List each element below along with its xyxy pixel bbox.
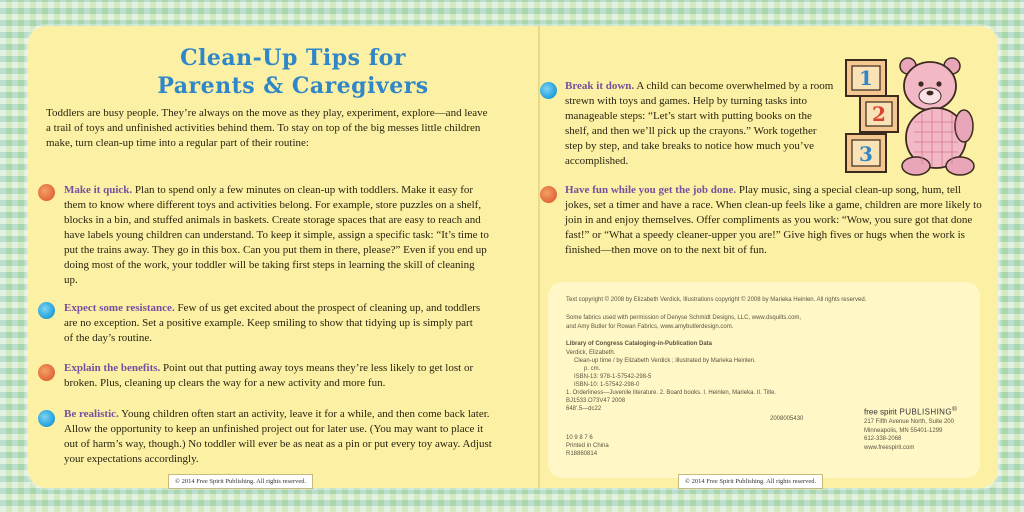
cip-lc: BJ1533.O73V47 2008 [566,398,626,404]
cip-dewey: 648'.5—dc22 [566,406,602,412]
cip-printed: Printed in China [566,443,609,449]
tip-expect-resistance [64,301,484,346]
tip-heading: Have fun while you get the job done. [565,184,737,196]
tip-body: A child can become overwhelmed by a room strewn with toys and games. Help by turning tasks into manageable steps: “Let’s start with putting books on the shelf, and then we’ll pick up the crayons.” Work together step by step, and take breaks to notice how much you’ve accomplished. [565,80,834,167]
cip-data-panel [548,282,980,478]
publisher-name-part2: PUBLISHING [896,407,952,417]
book-spread [28,26,998,488]
orange-bullet-icon [540,186,557,203]
tip-be-realistic [64,407,494,467]
cip-lccn: 2008005430 [770,416,804,422]
blue-bullet-icon [38,302,55,319]
teddy-bear-icon [900,58,974,175]
block-3 [846,134,886,172]
block-number: 2 [872,102,886,126]
cip-work: Clean-up time / by Elizabeth Verdick ; illustrated by Marieka Heinlen. [574,358,756,364]
tip-break-it-down [565,79,835,169]
block-2 [860,96,898,132]
publisher-phone: 612-338-2068 [864,436,902,442]
title-line-1: Clean-Up Tips for [180,45,406,71]
tip-body: Few of us get excited about the prospect of cleaning up, and toddlers are no exception. Set a positive example. Keep smiling to show that tidying up is simply part of the day’s routine. [64,302,481,344]
title-line-2: Parents & Caregivers [157,73,429,99]
teddy-bear-with-blocks-illustration [842,52,982,178]
tip-body: Play music, sing a special clean-up song, hum, tell jokes, set a timer and have a race. When clean-up feels like a game, children are more likely to join in and enjoy themselves. Offer compliments as you work: “Wow, you sure got that done fast!” or “What a speedy cleaner-upper you are!” Give high fives or hugs when the work is finished—then move on to the next bit of fun. [565,184,982,256]
tip-body: Plan to spend only a few minutes on clean-up with toddlers. Make it easy for them to know where different toys and activities belong. For example, store puzzles on a shelf, blocks in a bin, and stuffed animals in baskets. Create storage spaces that are easy to reach and have labels young children can understand. To keep it simple, assign a specific task: “It’s time to put the trains away. They go in this box. Can you put them in there, please?” Even if you end up doing most of the work, your toddler will be taking first steps in learning the skill of cleaning up. [64,184,489,286]
orange-bullet-icon [38,184,55,201]
cip-isbn10: ISBN-10: 1-57542-298-0 [574,382,640,388]
tip-heading: Explain the benefits. [64,362,161,374]
blue-bullet-icon [38,410,55,427]
block-number: 1 [859,66,873,90]
cip-code: R18860814 [566,451,598,457]
tip-body: Point out that putting away toys means they’re less likely to get lost or broken. Plus, cleaning up clears the way for a new activity and more fun. [64,362,474,389]
page-gutter [538,26,540,488]
tip-heading: Make it quick. [64,184,133,196]
publisher-reg-mark: ® [952,406,957,413]
tip-heading: Break it down. [565,80,635,92]
publisher-website: www.freespirit.com [864,444,915,451]
publisher-address [864,418,954,452]
cip-loc-title: Library of Congress Cataloging-in-Publication Data [566,341,713,347]
tip-explain-benefits [64,361,474,391]
tip-make-it-quick [64,183,489,288]
tip-heading: Expect some resistance. [64,302,175,314]
address-line-2: Minneapolis, MN 55401-1299 [864,427,943,434]
tip-heading: Be realistic. [64,408,119,420]
block-1 [846,60,886,96]
tip-have-fun [565,183,985,258]
blue-bullet-icon [540,82,557,99]
block-number: 3 [859,142,873,166]
cip-printing: 10 9 8 7 6 [566,435,593,441]
cip-fabrics: Some fabrics used with permission of Denyse Schmidt Designs, LLC, www.dsquilts.com, [566,315,802,321]
page-title [128,44,458,100]
cip-author: Verdick, Elizabeth. [566,350,616,356]
cip-fabrics-2: and Amy Butler for Rowan Fabrics, www.amybutlerdesign.com. [566,324,734,330]
publisher-logo [864,406,957,417]
intro-paragraph: Toddlers are busy people. They’re always on the move as they play, experiment, explore—and leave a trail of toys and unfinished activities behind them. To stay on top of the big messes little children make, turn clean-up time into a regular part of their routine: [46,107,488,149]
publisher-name-part1: free spirit [864,407,897,417]
cip-copyright: Text copyright © 2008 by Elizabeth Verdick, Illustrations copyright © 2008 by Marieka Heinlen. All rights reserved. [566,297,867,303]
cip-subjects: 1. Orderliness—Juvenile literature. 2. Board books. I. Heinlen, Marieka. II. Title. [566,390,777,396]
address-line-1: 217 Fifth Avenue North, Suite 200 [864,419,954,425]
copyright-footer-left: © 2014 Free Spirit Publishing. All rights reserved. [168,474,313,489]
orange-bullet-icon [38,364,55,381]
copyright-footer-right: © 2014 Free Spirit Publishing. All rights reserved. [678,474,823,489]
cip-isbn13: ISBN-13: 978-1-57542-298-5 [574,374,652,380]
tip-body: Young children often start an activity, leave it for a while, and then come back later. Allow the opportunity to keep an unfinished project out for later use. (You may want to place it out of harm’s way, though.) No toddler will ever be as neat as a pin or put every toy away. Adjust your expectations accordingly. [64,408,492,465]
cip-pages: p. cm. [584,366,601,372]
